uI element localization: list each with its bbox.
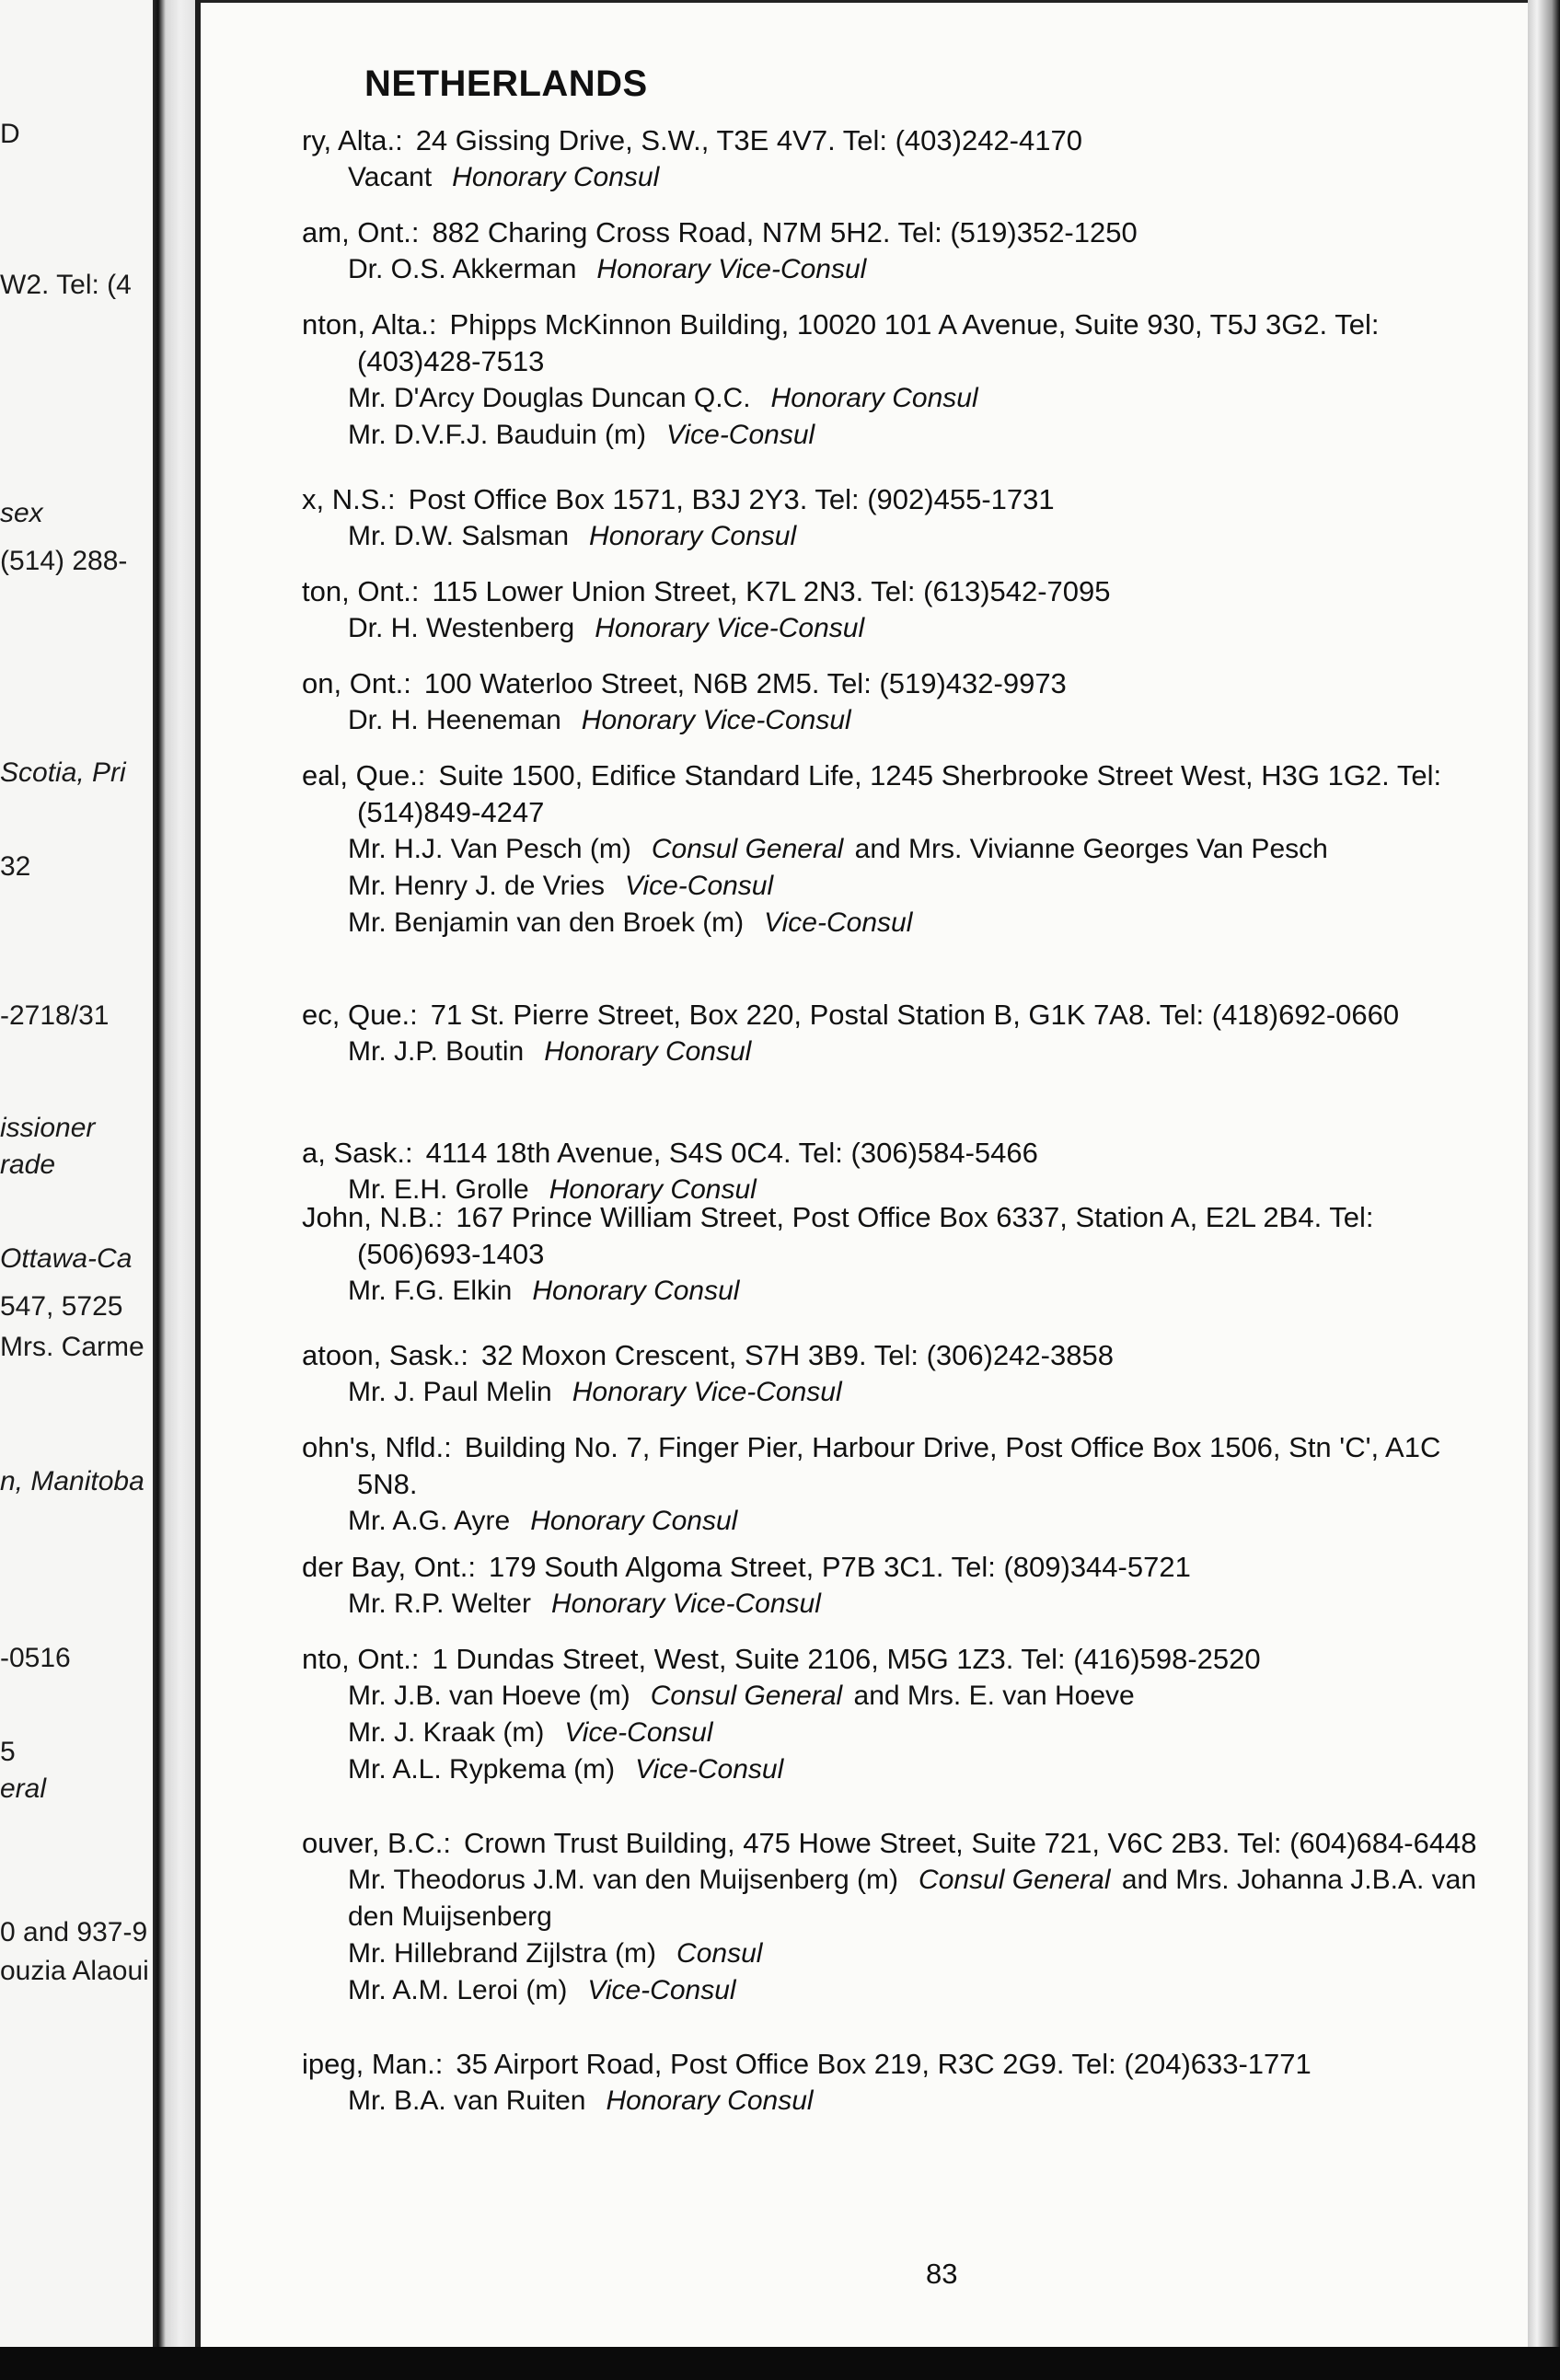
person-title: Honorary Consul	[606, 2085, 814, 2116]
person-extra: and Mrs. Johanna J.B.A. van den Muijsenberg	[348, 1865, 1477, 1932]
entry-address-text: 4114 18th Avenue, S4S 0C4. Tel: (306)584-5466	[425, 1137, 1038, 1169]
entry-address-text: Post Office Box 1571, B3J 2Y3. Tel: (902)455-1731	[408, 483, 1055, 515]
consulate-entry	[201, 1549, 1526, 1623]
entry-address-text: Suite 1500, Edifice Standard Life, 1245 Sherbrooke Street West, H3G 1G2. Tel: (514)849-4247	[357, 759, 1442, 828]
fragment-line: D	[0, 119, 20, 149]
person-title: Honorary Consul	[589, 521, 797, 551]
consul-person	[348, 251, 1526, 288]
person-title: Consul General	[651, 834, 844, 864]
entry-city: nton, Alta.:	[302, 308, 437, 341]
entry-address	[302, 757, 1526, 831]
entry-city: am, Ont.:	[302, 216, 420, 248]
consulate-entry	[201, 1199, 1526, 1310]
entry-address	[302, 1429, 1526, 1503]
entry-address-text: 882 Charing Cross Road, N7M 5H2. Tel: (519)352-1250	[432, 216, 1138, 248]
entry-address	[302, 997, 1526, 1034]
entry-address	[302, 1199, 1526, 1273]
fragment-line: issioner	[0, 1113, 96, 1143]
consulate-entry	[201, 997, 1526, 1070]
entry-city: ohn's, Nfld.:	[302, 1431, 452, 1463]
consulate-entry	[201, 1337, 1526, 1411]
consul-person	[348, 1972, 1526, 2009]
consulate-entry	[201, 665, 1526, 739]
person-title: Vice-Consul	[666, 420, 815, 450]
entry-address	[302, 1337, 1526, 1374]
consulate-entry	[201, 2046, 1526, 2120]
entry-address-text: 24 Gissing Drive, S.W., T3E 4V7. Tel: (403)242-4170	[415, 124, 1082, 156]
person-name: Dr. H. Westenberg	[348, 613, 575, 643]
consulate-entry	[201, 1641, 1526, 1788]
consul-person	[348, 1935, 1526, 1972]
person-name: Mr. D.W. Salsman	[348, 521, 570, 551]
person-name: Mr. Hillebrand Zijlstra (m)	[348, 1938, 657, 1969]
person-name: Mr. B.A. van Ruiten	[348, 2085, 586, 2116]
entry-address-text: 115 Lower Union Street, K7L 2N3. Tel: (613)542-7095	[432, 575, 1111, 607]
page-number: 83	[926, 2258, 958, 2290]
person-name: Mr. F.G. Elkin	[348, 1276, 513, 1306]
consulate-entry	[201, 757, 1526, 942]
fragment-line: -2718/31	[0, 1000, 110, 1031]
person-title: Honorary Vice-Consul	[581, 705, 851, 735]
page-edge	[1528, 0, 1560, 2380]
person-name: Mr. Benjamin van den Broek (m)	[348, 907, 745, 938]
person-name: Vacant	[348, 162, 433, 192]
person-name: Mr. D.V.F.J. Bauduin (m)	[348, 420, 646, 450]
person-title: Honorary Consul	[549, 1174, 757, 1205]
fragment-line: W2. Tel: (4	[0, 270, 132, 300]
consulate-entry	[201, 214, 1526, 288]
consul-person	[348, 159, 1526, 196]
bottom-edge	[0, 2347, 1560, 2380]
consul-person	[348, 2083, 1526, 2120]
entry-address-text: 71 St. Pierre Street, Box 220, Postal Station B, G1K 7A8. Tel: (418)692-0660	[430, 999, 1400, 1031]
entry-city: x, N.S.:	[302, 483, 396, 515]
previous-page-fragment	[0, 0, 156, 2380]
entry-city: ec, Que.:	[302, 999, 418, 1031]
entry-address	[302, 1549, 1526, 1586]
person-name: Mr. A.M. Leroi (m)	[348, 1975, 568, 2005]
page-heading: NETHERLANDS	[364, 64, 648, 104]
person-title: Consul General	[919, 1865, 1111, 1895]
fragment-line: (514) 288-	[0, 546, 128, 576]
person-title: Honorary Vice-Consul	[572, 1377, 842, 1407]
entry-address	[302, 1135, 1526, 1172]
entry-address	[302, 306, 1526, 380]
person-name: Mr. A.L. Rypkema (m)	[348, 1754, 616, 1785]
entry-address-text: Phipps McKinnon Building, 10020 101 A Avenue, Suite 930, T5J 3G2. Tel: (403)428-7513	[357, 308, 1380, 377]
person-title: Honorary Vice-Consul	[596, 254, 867, 284]
fragment-line: 32	[0, 851, 31, 882]
entry-city: on, Ont.:	[302, 667, 411, 699]
person-title: Vice-Consul	[624, 871, 774, 901]
person-title: Vice-Consul	[764, 907, 913, 938]
person-name: Mr. Theodorus J.M. van den Muijsenberg (m)	[348, 1865, 899, 1895]
consulate-entry	[201, 306, 1526, 454]
consul-person	[348, 1751, 1526, 1788]
consul-person	[348, 905, 1526, 942]
person-title: Vice-Consul	[635, 1754, 784, 1785]
person-title: Vice-Consul	[587, 1975, 736, 2005]
person-extra: and Mrs. E. van Hoeve	[853, 1681, 1135, 1711]
person-name: Mr. J.B. van Hoeve (m)	[348, 1681, 630, 1711]
consul-person	[348, 1678, 1526, 1715]
entry-address	[302, 1641, 1526, 1678]
fragment-line: Scotia, Pri	[0, 757, 126, 788]
consul-person	[348, 868, 1526, 905]
entry-city: ry, Alta.:	[302, 124, 403, 156]
person-name: Mr. H.J. Van Pesch (m)	[348, 834, 631, 864]
consulate-entry	[201, 573, 1526, 647]
entry-address	[302, 665, 1526, 702]
fragment-line: 5	[0, 1737, 16, 1767]
entry-city: nto, Ont.:	[302, 1643, 420, 1675]
person-title: Consul General	[650, 1681, 843, 1711]
consul-person	[348, 702, 1526, 739]
consul-person	[348, 831, 1526, 868]
consul-person	[348, 1374, 1526, 1411]
fragment-line: Ottawa-Ca	[0, 1243, 133, 1274]
consul-person	[348, 1503, 1526, 1540]
person-extra: and Mrs. Vivianne Georges Van Pesch	[854, 834, 1328, 864]
entry-city: a, Sask.:	[302, 1137, 413, 1169]
entry-city: ipeg, Man.:	[302, 2048, 444, 2080]
entry-city: ouver, B.C.:	[302, 1827, 451, 1859]
entry-city: atoon, Sask.:	[302, 1339, 468, 1371]
consul-person	[348, 518, 1526, 555]
person-title: Honorary Vice-Consul	[550, 1589, 821, 1619]
consul-person	[348, 417, 1526, 454]
person-title: Vice-Consul	[564, 1717, 713, 1748]
entry-address-text: 100 Waterloo Street, N6B 2M5. Tel: (519)432-9973	[423, 667, 1067, 699]
consul-person	[348, 1715, 1526, 1751]
person-title: Honorary Consul	[770, 383, 978, 413]
entry-city: der Bay, Ont.:	[302, 1551, 476, 1583]
fragment-line: Mrs. Carme	[0, 1332, 144, 1362]
person-name: Dr. H. Heeneman	[348, 705, 561, 735]
person-title: Consul	[676, 1938, 763, 1969]
entry-city: eal, Que.:	[302, 759, 426, 791]
consul-person	[348, 610, 1526, 647]
consul-person	[348, 1034, 1526, 1070]
fragment-line: sex	[0, 498, 43, 528]
entry-address	[302, 1825, 1526, 1862]
entry-address-text: 1 Dundas Street, West, Suite 2106, M5G 1Z3. Tel: (416)598-2520	[432, 1643, 1261, 1675]
entry-address-text: 167 Prince William Street, Post Office Box 6337, Station A, E2L 2B4. Tel: (506)693-1403	[357, 1201, 1374, 1270]
consulate-entry	[201, 1429, 1526, 1540]
entry-address	[302, 2046, 1526, 2083]
person-name: Mr. E.H. Grolle	[348, 1174, 529, 1205]
consulate-entry	[201, 481, 1526, 555]
person-name: Dr. O.S. Akkerman	[348, 254, 577, 284]
person-title: Honorary Consul	[544, 1036, 752, 1067]
person-title: Honorary Consul	[452, 162, 660, 192]
consul-person	[348, 1862, 1526, 1935]
entry-address-text: 32 Moxon Crescent, S7H 3B9. Tel: (306)242-3858	[480, 1339, 1114, 1371]
fragment-line: rade	[0, 1150, 56, 1180]
person-name: Mr. A.G. Ayre	[348, 1506, 511, 1536]
entry-address	[302, 481, 1526, 518]
fragment-line: n, Manitoba	[0, 1466, 144, 1496]
fragment-line: -0516	[0, 1643, 71, 1673]
entry-address	[302, 214, 1526, 251]
fragment-line: ouzia Alaoui	[0, 1956, 149, 1986]
fragment-line: 547, 5725	[0, 1291, 123, 1322]
person-title: Honorary Consul	[532, 1276, 740, 1306]
fragment-line: 0 and 937-9	[0, 1917, 148, 1947]
person-name: Mr. Henry J. de Vries	[348, 871, 605, 901]
entry-address-text: Building No. 7, Finger Pier, Harbour Drive, Post Office Box 1506, Stn 'C', A1C 5N8.	[357, 1431, 1441, 1500]
consulate-entry	[201, 122, 1526, 196]
person-title: Honorary Consul	[530, 1506, 738, 1536]
consulate-entry	[201, 1135, 1526, 1208]
entry-address	[302, 122, 1526, 159]
person-name: Mr. D'Arcy Douglas Duncan Q.C.	[348, 383, 751, 413]
consul-person	[348, 1273, 1526, 1310]
person-title: Honorary Vice-Consul	[595, 613, 865, 643]
entry-address-text: 35 Airport Road, Post Office Box 219, R3C 2G9. Tel: (204)633-1771	[456, 2048, 1312, 2080]
person-name: Mr. J. Paul Melin	[348, 1377, 552, 1407]
fragment-line: eral	[0, 1773, 47, 1804]
entry-city: ton, Ont.:	[302, 575, 420, 607]
entry-address-text: Crown Trust Building, 475 Howe Street, Suite 721, V6C 2B3. Tel: (604)684-6448	[463, 1827, 1477, 1859]
person-name: Mr. R.P. Welter	[348, 1589, 531, 1619]
person-name: Mr. J.P. Boutin	[348, 1036, 525, 1067]
entry-address-text: 179 South Algoma Street, P7B 3C1. Tel: (809)344-5721	[488, 1551, 1191, 1583]
entry-address	[302, 573, 1526, 610]
entry-city: John, N.B.:	[302, 1201, 444, 1233]
consul-person	[348, 1586, 1526, 1623]
directory-page	[201, 0, 1528, 2359]
person-name: Mr. J. Kraak (m)	[348, 1717, 545, 1748]
consul-person	[348, 380, 1526, 417]
consulate-entry	[201, 1825, 1526, 2009]
